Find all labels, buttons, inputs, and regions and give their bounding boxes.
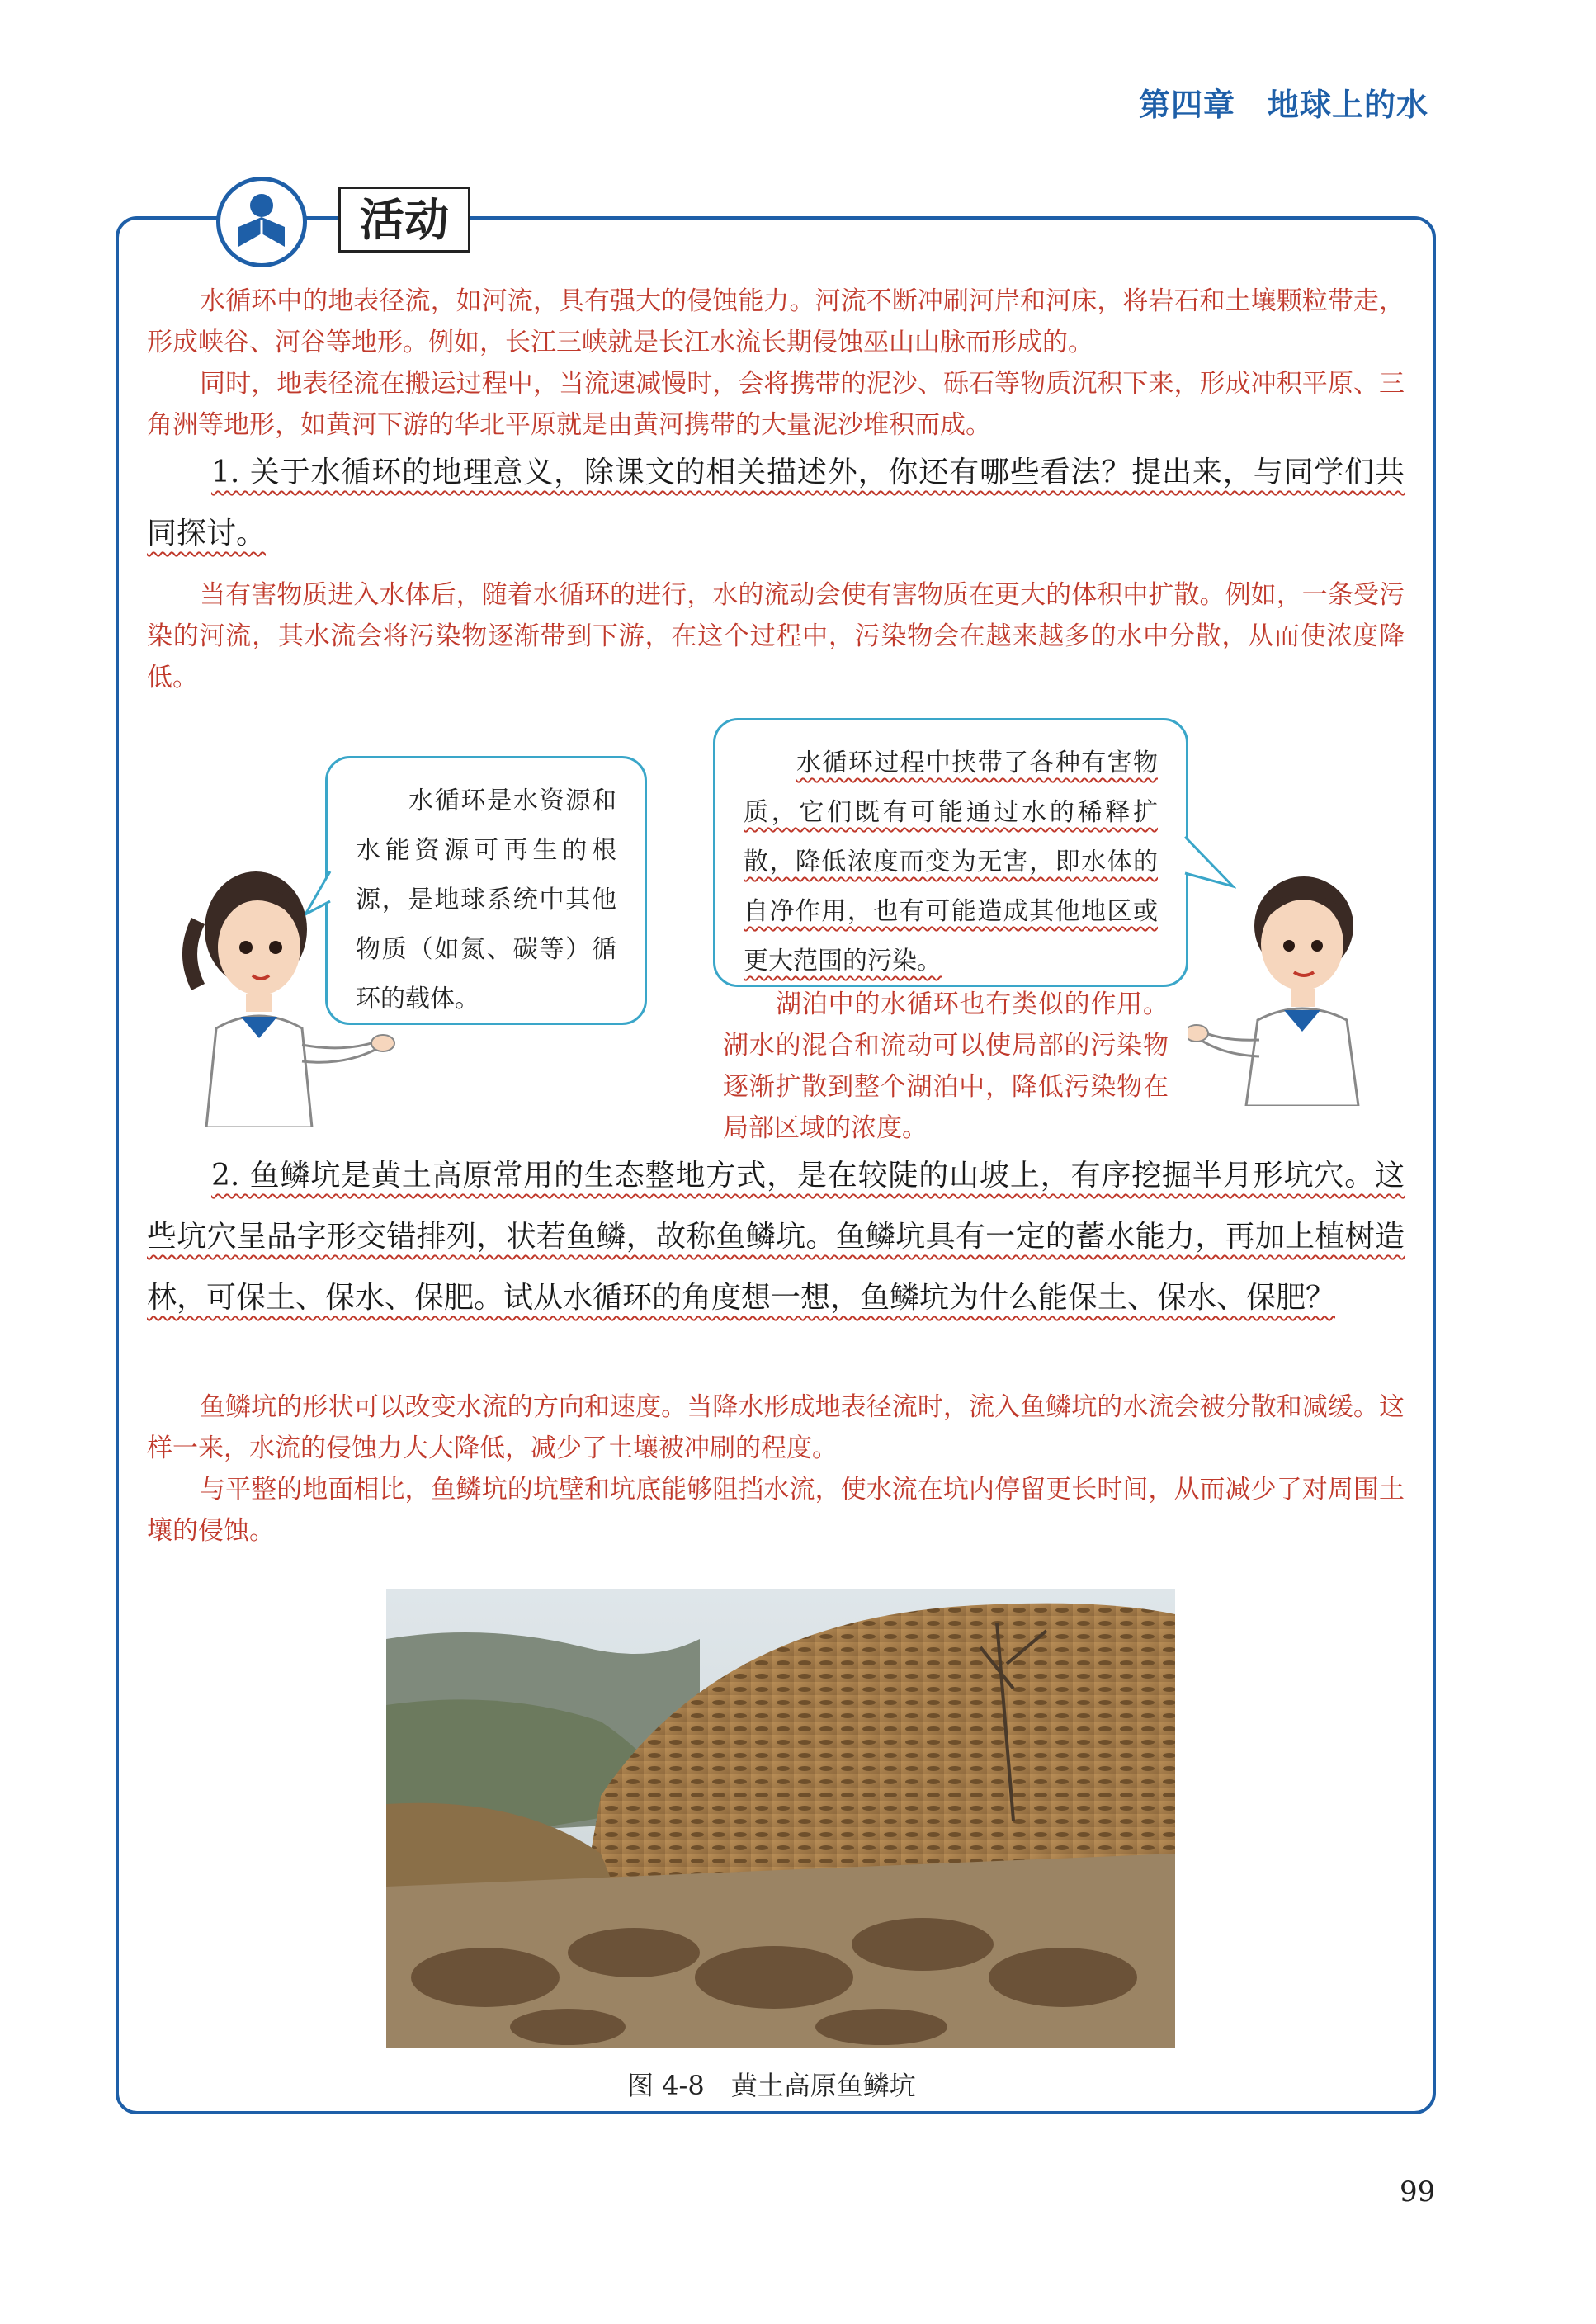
boy-speech-bubble (713, 718, 1188, 987)
question-2-answer-2: 与平整的地面相比，鱼鳞坑的坑壁和坑底能够阻挡水流，使水流在坑内停留更长时间，从而减少了对周围土壤的侵蚀。 (147, 1475, 1405, 1546)
intro-paragraph-2: 同时，地表径流在搬运过程中，当流速减慢时，会将携带的泥沙、砾石等物质沉积下来，形成冲积平原、三角洲等地形，如黄河下游的华北平原就是由黄河携带的大量泥沙堆积而成。 (147, 369, 1405, 440)
boy-speech-text: 水循环过程中挟带了各种有害物质，它们既有可能通过水的稀释扩散，降低浓度而变为无害，即水体的自净作用，也有可能造成其他地区或更大范围的污染。 (744, 749, 1158, 975)
page-number: 99 (1400, 2175, 1436, 2208)
question-2: 2. 鱼鳞坑是黄土高原常用的生态整地方式，是在较陡的山坡上，有序挖掘半月形坑穴。这些坑穴呈品字形交错排列，状若鱼鳞，故称鱼鳞坑。鱼鳞坑具有一定的蓄水能力，再加上植树造林，可保土、保水、保肥。试从水循环的角度想一想，鱼鳞坑为什么能保土、保水、保肥？ (147, 1159, 1405, 1315)
figure-caption: 图 4-8 黄土高原鱼鳞坑 (627, 2070, 916, 2101)
girl-speech-text: 水循环是水资源和水能资源可再生的根源，是地球系统中其他物质（如氮、碳等）循环的载体。 (356, 786, 616, 1013)
chapter-title: 第四章 地球上的水 (1139, 87, 1429, 123)
activity-label: 活动 (338, 187, 470, 253)
girl-student-illustration (173, 855, 396, 1127)
reading-person-icon (216, 177, 307, 267)
question-1-answer: 当有害物质进入水体后，随着水循环的进行，水的流动会使有害物质在更大的体积中扩散。例如，一条受污染的河流，其水流会将污染物逐渐带到下游，在这个过程中，污染物会在越来越多的水中分散，从而使浓度降低。 (147, 580, 1405, 692)
intro-paragraph-1: 水循环中的地表径流，如河流，具有强大的侵蚀能力。河流不断冲刷河岸和河床，将岩石和土壤颗粒带走，形成峡谷、河谷等地形。例如，长江三峡就是长江水流长期侵蚀巫山山脉而形成的。 (147, 286, 1405, 357)
question-2-answer-1: 鱼鳞坑的形状可以改变水流的方向和速度。当降水形成地表径流时，流入鱼鳞坑的水流会被分散和减缓。这样一来，水流的侵蚀力大大降低，减少了土壤被冲刷的程度。 (147, 1392, 1405, 1463)
fish-scale-pits-photo (386, 1589, 1175, 2048)
question-1: 1. 关于水循环的地理意义，除课文的相关描述外，你还有哪些看法？提出来，与同学们共同探讨。 (147, 456, 1405, 550)
boy-note: 湖泊中的水循环也有类似的作用。湖水的混合和流动可以使局部的污染物逐渐扩散到整个湖泊中，降低污染物在局部区域的浓度。 (723, 990, 1169, 1143)
boy-student-illustration (1188, 858, 1395, 1106)
